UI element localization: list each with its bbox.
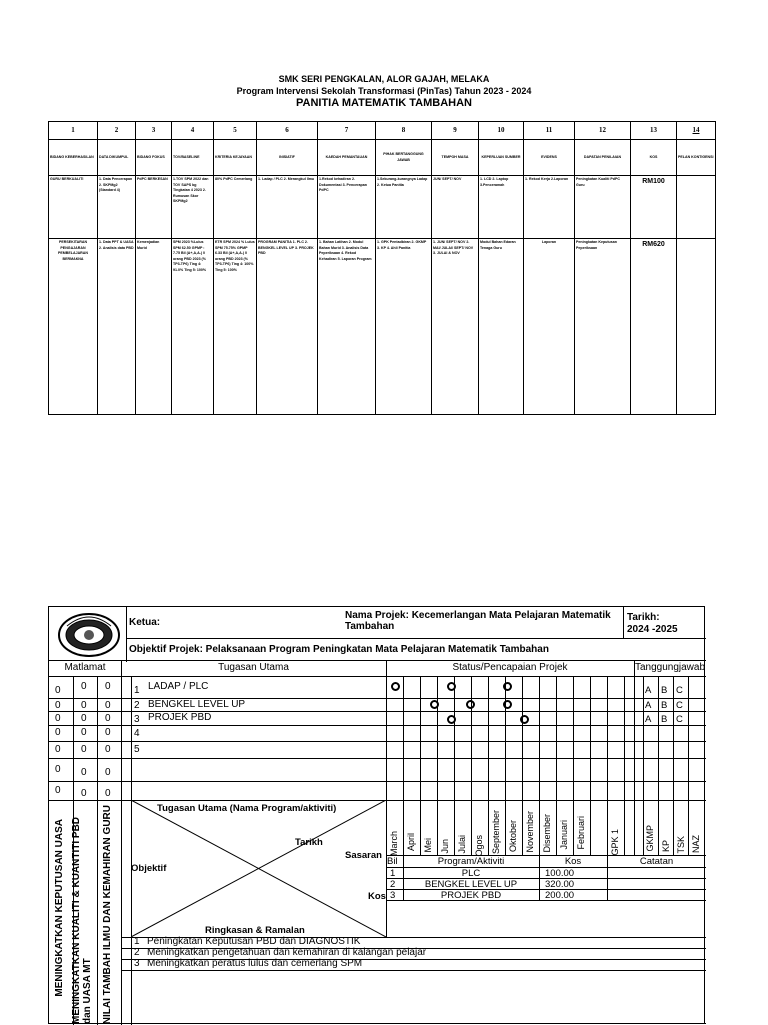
matlamat-value: 0 — [105, 727, 111, 738]
role-mark: A — [645, 700, 652, 711]
column-label: PELAN KONTIGENSI — [677, 140, 716, 176]
cost-bil: 3 — [390, 890, 396, 901]
column-number: 8 — [376, 122, 432, 140]
month-label: March — [389, 831, 399, 857]
role-mark: B — [661, 700, 668, 711]
status-circle — [391, 682, 400, 691]
table-cell — [677, 176, 716, 239]
month-label: Januari — [559, 820, 569, 850]
column-label: BIDANG KEBERHASILAN — [49, 140, 98, 176]
school-logo — [57, 612, 121, 658]
column-label: TEMPOH MASA — [432, 140, 479, 176]
matlamat-value: 0 — [55, 685, 61, 696]
cost-cell: RM100 — [631, 176, 677, 239]
x-diagram — [131, 800, 386, 937]
table-cell: 1.Rekod kehadiran 2. Dokumentasi 3. Pencerapan PdPC — [318, 176, 376, 239]
column-label-row — [49, 140, 716, 176]
column-number: 12 — [575, 122, 631, 140]
tugasan-header: Tugasan Utama — [218, 662, 289, 673]
column-number: 4 — [172, 122, 214, 140]
cost-header-kos: Kos — [564, 856, 582, 867]
column-number: 10 — [479, 122, 524, 140]
table-cell: Modul Bahan Edaran Tenaga Guru — [479, 239, 524, 415]
status-circle — [466, 700, 475, 709]
xbox-tarikh-label: Tarikh — [295, 837, 323, 848]
column-number: 13 — [631, 122, 677, 140]
matlamat-value: 0 — [105, 681, 111, 692]
intervention-table — [48, 121, 716, 415]
panel-title: PANITIA MATEMATIK TAMBAHAN — [296, 97, 472, 109]
table-cell: PROGRAM PANITIA 1. PLC 2. BENGKEL LEVEL UP 3. PROJEK PBD — [257, 239, 318, 415]
matlamat-value: 0 — [55, 764, 61, 775]
column-label: KRITERIA KEJAYAAN — [214, 140, 257, 176]
xbox-top-label: Tugasan Utama (Nama Program/aktiviti) — [157, 803, 337, 814]
column-number: 14 — [677, 122, 716, 140]
cost-program: PLC — [461, 868, 481, 879]
cost-bil: 1 — [390, 868, 396, 879]
column-label: DATA DIKUMPUL — [98, 140, 136, 176]
role-label: NAZ — [691, 835, 701, 853]
column-label: KOS — [631, 140, 677, 176]
column-label: BIDANG FOKUS — [136, 140, 172, 176]
matlamat-value: 0 — [81, 788, 87, 799]
cost-amount: 320.00 — [545, 879, 575, 890]
cost-amount: 200.00 — [545, 890, 575, 901]
status-circle — [520, 715, 529, 724]
column-number: 11 — [524, 122, 575, 140]
task-name: BENGKEL LEVEL UP — [148, 699, 246, 710]
column-number: 9 — [432, 122, 479, 140]
summary-no: 2 — [134, 947, 140, 958]
status-circle — [447, 682, 456, 691]
table-cell: JUN/ SEPT/ NOV — [432, 176, 479, 239]
table-cell: Peningkatan Keputusan Peperiksaan — [575, 239, 631, 415]
column-number: 7 — [318, 122, 376, 140]
table-cell: 1. Ladap / PLC 2. Merangkul Ilmu — [257, 176, 318, 239]
table-cell: 1. Rekod Kerja 2.Laporan — [524, 176, 575, 239]
cost-cell: RM620 — [631, 239, 677, 415]
table-cell: Peningkatan Kualiti PdPC Guru — [575, 176, 631, 239]
xbox-sasaran-label: Sasaran — [345, 850, 382, 861]
status-circle — [430, 700, 439, 709]
column-label: DAPATAN PENILAIAN — [575, 140, 631, 176]
table-cell: 1. Data Pencerapan 2. SKPMg2 (Standard 4) — [98, 176, 136, 239]
status-circle — [503, 700, 512, 709]
matlamat-value: 0 — [81, 681, 87, 692]
status-header: Status/Pencapaian Projek — [452, 662, 568, 673]
row-number: 5 — [134, 744, 140, 755]
role-label: GKMP — [645, 825, 655, 852]
project-objective: Objektif Projek: Pelaksanaan Program Peningkatan Mata Pelajaran Matematik Tambahan — [129, 644, 549, 655]
xbox-objektif-label: Objektif — [131, 863, 167, 874]
xbox-ringkasan-label: Ringkasan & Ramalan — [205, 925, 305, 936]
summary-text: Meningkatkan pengetahuan dan kemahiran di kalangan pelajar — [147, 947, 427, 958]
table-cell: GURU BERKUALITI — [49, 176, 98, 239]
matlamat-header: Matlamat — [64, 662, 106, 673]
column-label: TOV/BASELINE — [172, 140, 214, 176]
column-label: PIHAK BERTANGGUNG JAWAB — [376, 140, 432, 176]
column-number-row — [49, 122, 716, 140]
matlamat-value: 0 — [105, 767, 111, 778]
month-label: Jun — [440, 839, 450, 854]
column-label: EVIDENS — [524, 140, 575, 176]
date-label: Tarikh: — [627, 612, 660, 623]
matlamat-value: 0 — [105, 744, 111, 755]
month-label: September — [491, 810, 501, 855]
date-value: 2024 -2025 — [627, 624, 678, 635]
month-label: Mei — [423, 838, 433, 853]
school-logo-icon — [57, 612, 121, 658]
matlamat-value: 0 — [81, 767, 87, 778]
program-title: Program Intervensi Sekolah Transformasi (PinTas) Tahun 2023 - 2024 — [236, 86, 532, 96]
table-cell: 1.Sekurang-kurangnya Ladap 2. Ketua Panitia — [376, 176, 432, 239]
summary-no: 1 — [134, 936, 140, 947]
row-number: 4 — [134, 728, 140, 739]
table-cell: 1. LCD 2. Laptop 3.Penceramah — [479, 176, 524, 239]
task-name: PROJEK PBD — [148, 712, 212, 723]
table-row — [49, 239, 716, 415]
column-label: INISIATIF — [257, 140, 318, 176]
table-cell: Laporan — [524, 239, 575, 415]
table-cell: 1.TOV SPM 2022 dan TOV SAPS bg Tingkatan 4 2023 2. Rumusan Skor SKPMg2 — [172, 176, 214, 239]
column-number: 3 — [136, 122, 172, 140]
tanggungjawab-header: Tanggungjawab — [634, 662, 706, 673]
column-number: 6 — [257, 122, 318, 140]
table-row — [49, 176, 716, 239]
cost-header-program: Program/Aktiviti — [437, 856, 505, 867]
cost-header-catatan: Catatan — [639, 856, 674, 867]
role-label: KP — [661, 840, 671, 853]
matlamat-value: 0 — [105, 788, 111, 799]
summary-text: Peningkatan Keputusan PBD dan DIAGNOSTIK — [147, 936, 361, 947]
cost-amount: 100.00 — [545, 868, 575, 879]
column-number: 1 — [49, 122, 98, 140]
table-cell: Kemenjadian Murid — [136, 239, 172, 415]
table-cell: PERSEKITARAN PENGAJARAN PEMBELAJARAN BERMAKNA — [49, 239, 98, 415]
month-label: Disember — [542, 814, 552, 853]
row-number: 1 — [134, 685, 140, 696]
cost-header-bil: Bil — [387, 856, 398, 867]
month-label: April — [406, 833, 416, 852]
matlamat-value: 0 — [105, 713, 111, 724]
column-label: KAEDAH PEMANTAUAN — [318, 140, 376, 176]
role-label: TSK — [676, 836, 686, 854]
school-name: SMK SERI PENGKALAN, ALOR GAJAH, MELAKA — [278, 74, 490, 84]
matlamat-value: 0 — [81, 713, 87, 724]
month-label: Februari — [576, 816, 586, 850]
table-cell: ETR SPM 2024 % Lulus SPM 75.75% GPMP 6.33 Bil (A+,A,A-) 0 orang PBD 2023 (% TP3-TP6) Ting 4: 100% Ting 5: 100% — [214, 239, 257, 415]
column-number: 5 — [214, 122, 257, 140]
role-mark: B — [661, 685, 668, 696]
table-cell: 1. GPK Pentadbiran 2. GKMP 3. KP 4. Ahli Panitia — [376, 239, 432, 415]
role-mark: C — [676, 714, 683, 725]
matlamat-value: 0 — [55, 700, 61, 711]
matlamat-value: 0 — [55, 744, 61, 755]
ketua-label: Ketua: — [129, 617, 161, 628]
month-label: November — [525, 811, 535, 853]
xbox-kos-label: Kos — [368, 891, 386, 902]
matlamat-value: 0 — [105, 700, 111, 711]
task-name: LADAP / PLC — [148, 681, 209, 692]
goal-label-3: NILAI TAMBAH ILMU DAN KEMAHIRAN GURU — [102, 805, 113, 1025]
project-name: Nama Projek: Kecemerlangan Mata Pelajaran Matematik Tambahan — [345, 610, 611, 632]
role-label: GPK 1 — [610, 829, 620, 856]
matlamat-value: 0 — [81, 700, 87, 711]
table-cell: 1. Data PPT & UASA 2. Analisis data PBD — [98, 239, 136, 415]
table-cell: 1. JUN/ SEPT/ NOV 2. MAI/ JULAI/ SEPT/ NOV 3. JULAI & NOV — [432, 239, 479, 415]
table-cell: 1. Bahan Latihan 2. Modul Bahan Murid 3. Analisis Data Peperiksaan 4. Rekod Kehadiran 5. Laporan Program — [318, 239, 376, 415]
cost-program: PROJEK PBD — [440, 890, 502, 901]
month-label: Ogos — [474, 835, 484, 857]
status-circle — [503, 682, 512, 691]
goal-label-1: MENINGKATKAN KEPUTUSAN UASA — [54, 819, 65, 997]
summary-text: Meningkatkan peratus lulus dan cemerlang SPM — [147, 958, 363, 969]
role-mark: A — [645, 685, 652, 696]
summary-no: 3 — [134, 958, 140, 969]
role-mark: A — [645, 714, 652, 725]
cost-program: BENGKEL LEVEL UP — [424, 879, 518, 890]
project-form — [48, 606, 705, 1024]
column-number: 2 — [98, 122, 136, 140]
table-cell: PdPC BERKESAN — [136, 176, 172, 239]
row-number: 3 — [134, 714, 140, 725]
goal-label-2: MENINGKATKAN KUALITI & KUANTITI PBD dan UASA MT — [71, 816, 93, 1024]
role-mark: B — [661, 714, 668, 725]
status-circle — [447, 715, 456, 724]
month-label: Julai — [457, 835, 467, 854]
matlamat-value: 0 — [55, 785, 61, 796]
matlamat-value: 0 — [55, 713, 61, 724]
table-cell: 80% PdPC Cemerlang — [214, 176, 257, 239]
cost-bil: 2 — [390, 879, 396, 890]
month-label: Oktober — [508, 820, 518, 853]
role-mark: C — [676, 700, 683, 711]
role-mark: C — [676, 685, 683, 696]
column-label: KEPERLUAN SUMBER — [479, 140, 524, 176]
matlamat-value: 0 — [81, 727, 87, 738]
table-cell — [677, 239, 716, 415]
matlamat-value: 0 — [81, 744, 87, 755]
row-number: 2 — [134, 700, 140, 711]
table-cell: SPM 2023 %Lulus SPM 62.50 GPMP : 7.75 Bil (A+,A,A-) 0 orang PBD 2023 (% TP3-TP6) Ting 4: 91.0% Ting 5: 100% — [172, 239, 214, 415]
matlamat-value: 0 — [55, 727, 61, 738]
